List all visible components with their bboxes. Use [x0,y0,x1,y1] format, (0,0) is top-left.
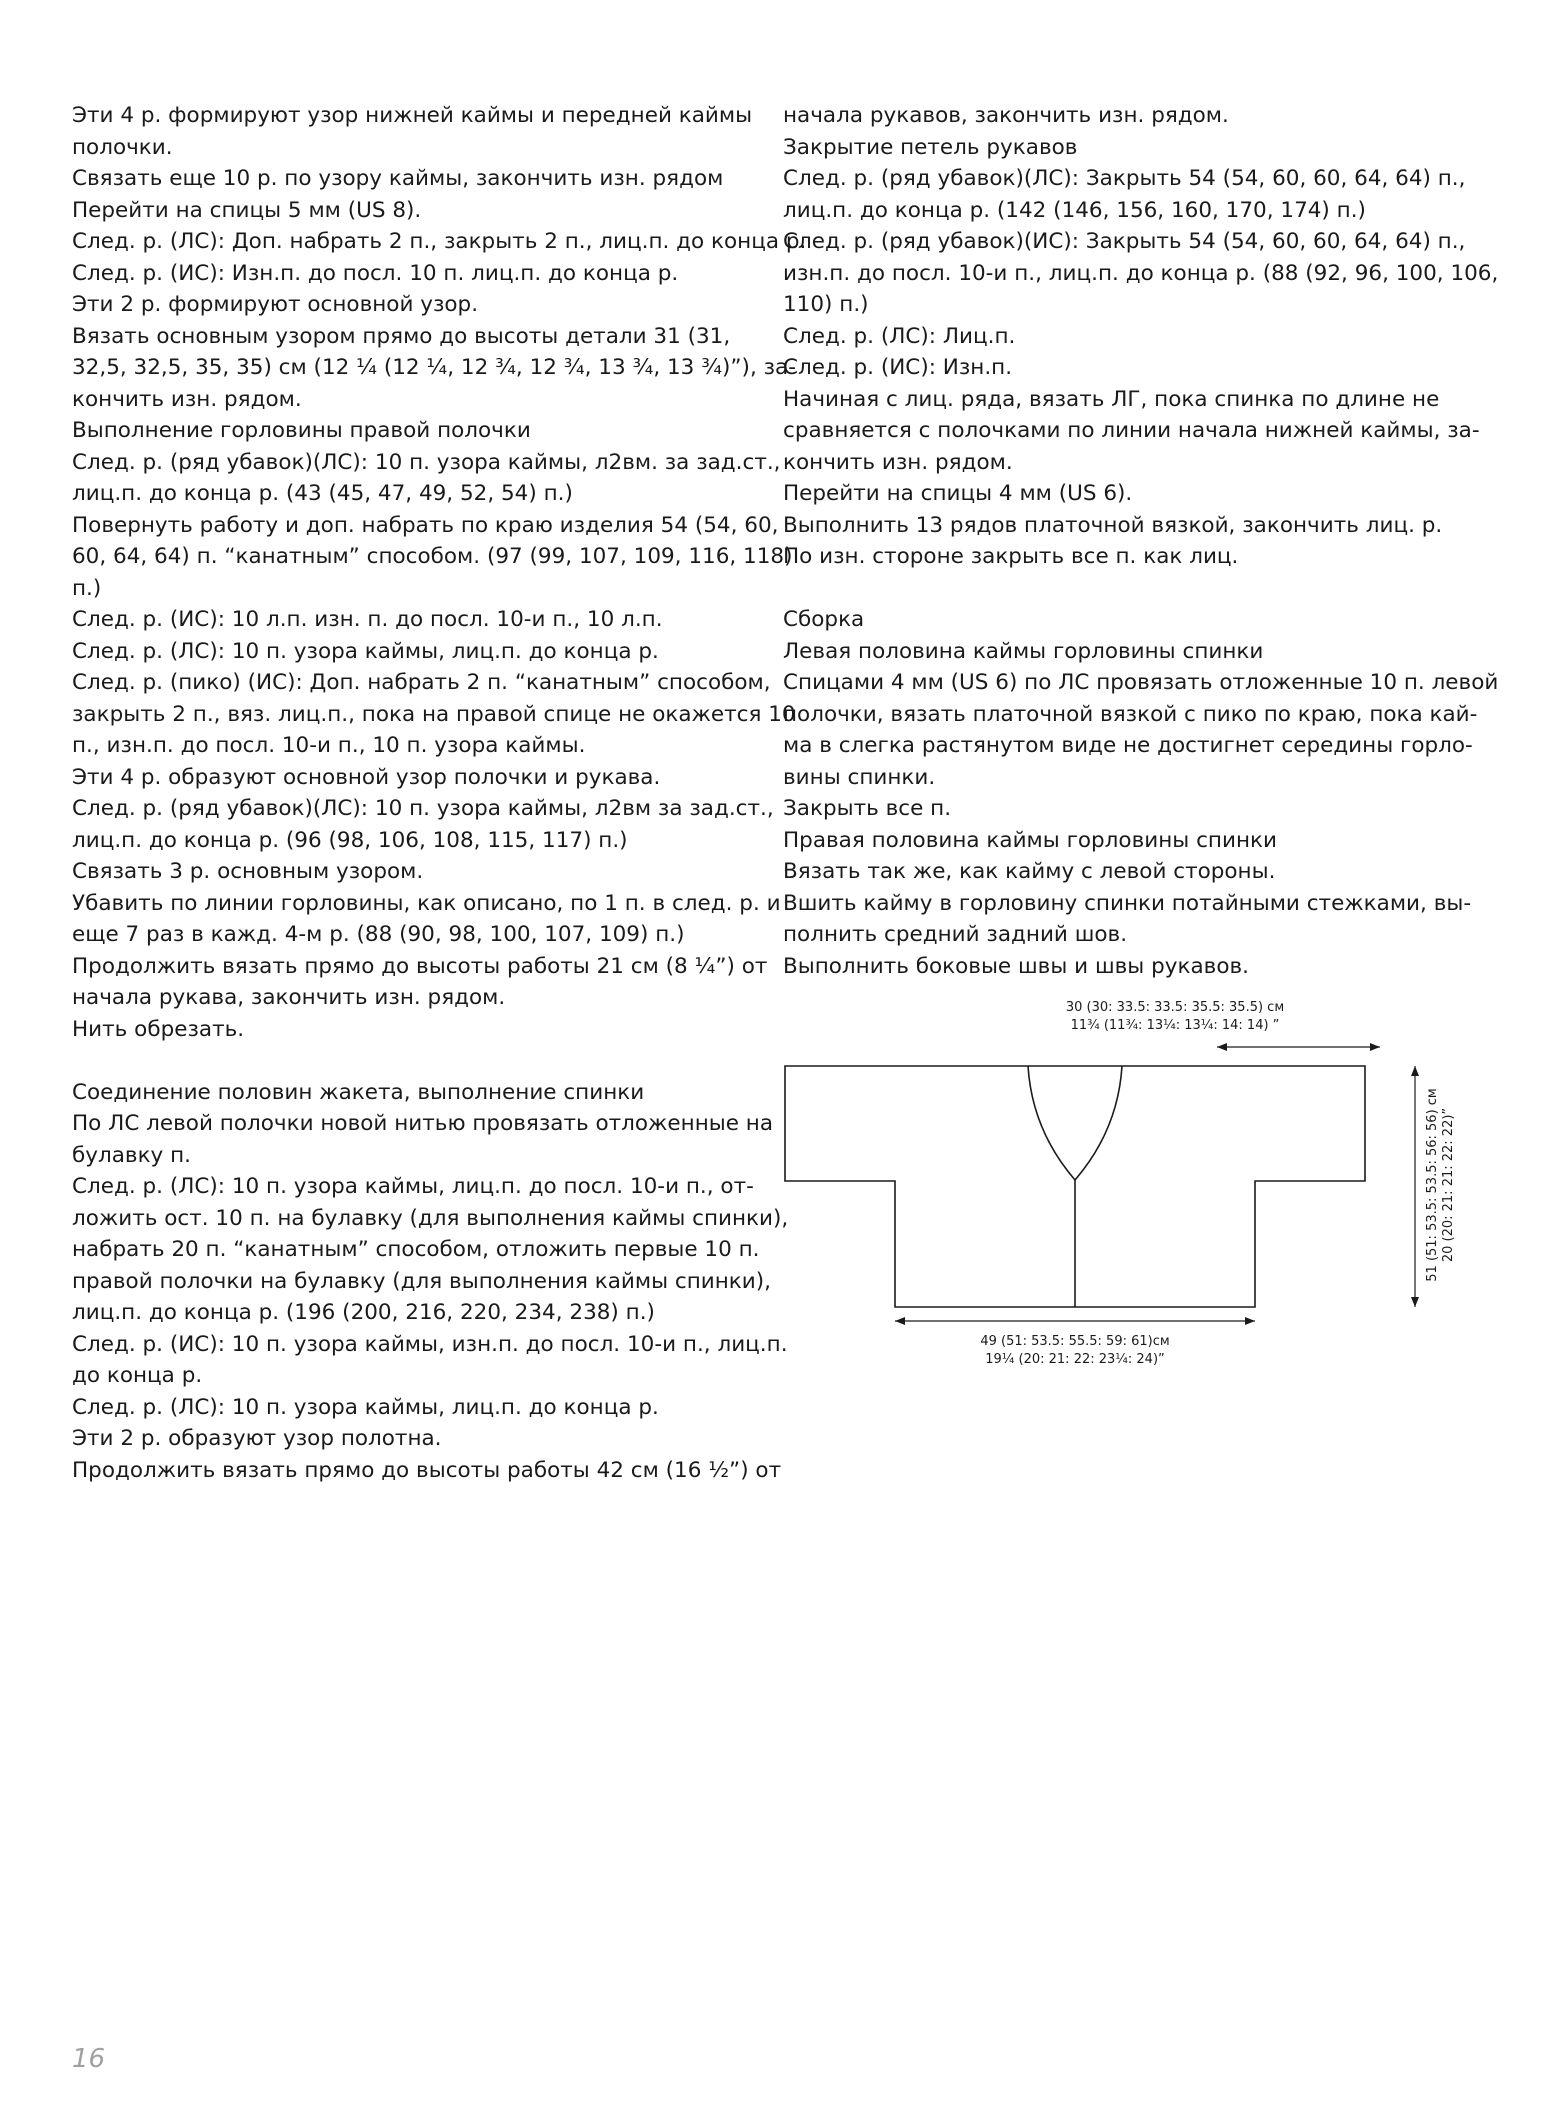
garment-schematic [770,985,1470,1445]
text-line: лиц.п. до конца р. (142 (146, 156, 160, 170, 174) п.) [783,197,1366,223]
side-length-arrow [1411,1066,1419,1307]
text-line: Выполнение горловины правой полочки [72,418,531,443]
text-line: Выполнить боковые швы и швы рукавов. [783,953,1249,979]
text-line: Сборка [783,607,865,632]
text-line: лиц.п. до конца р. (196 (200, 216, 220, 234, 238) п.) [72,1300,655,1325]
text-line: Левая половина каймы горловины спинки [783,638,1264,664]
text-line: По ЛС левой полочки новой нитью провязать отложенные на [72,1111,774,1136]
text-line: След. р. (ЛС): 10 п. узора каймы, лиц.п. до конца р. [72,638,659,664]
text-line: Перейти на спицы 5 мм (US 8). [72,197,422,223]
text-line: След. р. (ИС): 10 л.п. изн. п. до посл. 10-и п., 10 л.п. [72,607,663,632]
text-line: Спицами 4 мм (US 6) по ЛС провязать отложенные 10 п. левой [783,670,1499,695]
text-line: сравняется с полочками по линии начала нижней каймы, за- [783,418,1480,443]
text-line: полочки, вязать платочной вязкой с пико по краю, пока кай- [783,701,1478,727]
text-line: 60, 64, 64) п. “канатным” способом. (97 (99, 107, 109, 116, 118) [72,544,793,569]
text-line: до конца р. [72,1363,203,1388]
left-text-column [72,100,807,1486]
text-line: Закрыть все п. [783,796,952,821]
text-line: булавку п. [72,1142,192,1168]
text-line: Эти 4 р. образуют основной узор полочки и рукава. [72,764,661,790]
text-line: 32,5, 32,5, 35, 35) см (12 ¼ (12 ¼, 12 ¾, 12 ¾, 13 ¾, 13 ¾)”), за- [72,355,796,380]
text-line: Повернуть работу и доп. набрать по краю изделия 54 (54, 60, [72,512,779,538]
neckline [1028,1066,1122,1180]
text-line: След. р. (ЛС): 10 п. узора каймы, лиц.п. до конца р. [72,1394,659,1420]
text-line: След. р. (пико) (ИС): Доп. набрать 2 п. “канатным” способом, [72,670,771,695]
text-line: правой полочки на булавку (для выполнения каймы спинки), [72,1268,771,1294]
text-line: След. р. (ИС): 10 п. узора каймы, изн.п. до посл. 10-и п., лиц.п. [72,1331,788,1357]
bottom-width-arrow [895,1317,1255,1325]
text-line: Связать еще 10 р. по узору каймы, закончить изн. рядом [72,166,724,191]
text-line: Убавить по линии горловины, как описано, по 1 п. в след. р. и [72,890,781,916]
text-line: Правая половина каймы горловины спинки [783,827,1277,853]
text-line: ма в слегка растянутом виде не достигнет середины горло- [783,733,1473,758]
text-line: Связать 3 р. основным узором. [72,859,424,884]
side-length-cm: 51 (51: 53.5: 53.5: 56: 56) см [1425,1088,1440,1282]
text-line: полочки. [72,134,173,160]
text-line: начала рукавов, закончить изн. рядом. [783,103,1229,128]
text-line: вины спинки. [783,764,936,790]
top-width-cm: 30 (30: 33.5: 33.5: 35.5: 35.5) см [1065,1000,1285,1015]
right-text-column [783,100,1499,982]
paragraph-spacer [783,573,1483,605]
text-line: Эти 4 р. формируют узор нижней каймы и передней каймы [72,103,753,128]
text-line: След. р. (ЛС): Доп. набрать 2 п., закрыть 2 п., лиц.п. до конца р. [72,229,807,254]
text-line: По изн. стороне закрыть все п. как лиц. [783,544,1239,569]
text-line: След. р. (ряд убавок)(ЛС): 10 п. узора каймы, л2вм за зад.ст., [72,796,774,821]
text-line: полнить средний задний шов. [783,922,1128,947]
bottom-width-in: 19¼ (20: 21: 22: 23¼: 24)” [985,1352,1165,1367]
top-width-in: 11¾ (11¾: 13¼: 13¼: 14: 14) ” [1070,1018,1280,1033]
text-line: п.) [72,575,102,601]
text-line: След. р. (ИС): Изн.п. [783,355,1013,380]
page-number: 16 [72,2044,106,2074]
top-width-arrow [1217,1043,1380,1051]
text-line: закрыть 2 п., вяз. лиц.п., пока на правой спице не окажется 10 [72,701,796,727]
text-line: 110) п.) [783,292,869,317]
paragraph-spacer [72,1045,772,1077]
text-line: ложить ост. 10 п. на булавку (для выполнения каймы спинки), [72,1205,789,1231]
text-line: Эти 2 р. формируют основной узор. [72,292,479,317]
text-line: лиц.п. до конца р. (96 (98, 106, 108, 115, 117) п.) [72,827,628,853]
text-line: Вязать так же, как кайму с левой стороны. [783,859,1276,884]
text-line: След. р. (ЛС): 10 п. узора каймы, лиц.п. до посл. 10-и п., от- [72,1174,754,1199]
text-line: След. р. (ряд убавок)(ЛС): 10 п. узора каймы, л2вм. за зад.ст., [72,449,781,475]
text-line: Выполнить 13 рядов платочной вязкой, закончить лиц. р. [783,512,1443,538]
text-line: След. р. (ИС): Изн.п. до посл. 10 п. лиц.п. до конца р. [72,260,679,286]
text-line: кончить изн. рядом. [72,386,302,412]
text-line: Перейти на спицы 4 мм (US 6). [783,481,1133,506]
text-line: набрать 20 п. “канатным” способом, отложить первые 10 п. [72,1237,760,1262]
text-line: Эти 2 р. образуют узор полотна. [72,1426,442,1451]
text-line: След. р. (ряд убавок)(ЛС): Закрыть 54 (54, 60, 60, 64, 64) п., [783,166,1466,191]
text-line: п., изн.п. до посл. 10-и п., 10 п. узора каймы. [72,733,586,758]
text-line: Продолжить вязать прямо до высоты работы 42 см (16 ½”) от [72,1457,782,1483]
side-length-in: 20 (20: 21: 21: 22: 22)” [1441,1107,1456,1263]
text-line: Начиная с лиц. ряда, вязать ЛГ, пока спинка по длине не [783,386,1440,412]
text-line: еще 7 раз в кажд. 4-м р. (88 (90, 98, 100, 107, 109) п.) [72,922,685,947]
text-line: Продолжить вязать прямо до высоты работы 21 см (8 ¼”) от [72,953,768,979]
text-line: Нить обрезать. [72,1016,245,1042]
text-line: кончить изн. рядом. [783,449,1013,475]
text-line: Вязать основным узором прямо до высоты детали 31 (31, [72,323,731,349]
text-line: След. р. (ЛС): Лиц.п. [783,323,1016,349]
text-line: Вшить кайму в горловину спинки потайными стежками, вы- [783,890,1472,916]
text-line: След. р. (ряд убавок)(ИС): Закрыть 54 (54, 60, 60, 64, 64) п., [783,229,1466,254]
text-line: Закрытие петель рукавов [783,134,1078,160]
text-line: изн.п. до посл. 10-и п., лиц.п. до конца р. (88 (92, 96, 100, 106, [783,260,1499,286]
text-line: лиц.п. до конца р. (43 (45, 47, 49, 52, 54) п.) [72,481,573,506]
bottom-width-cm: 49 (51: 53.5: 55.5: 59: 61)см [980,1334,1170,1349]
text-line: Соединение половин жакета, выполнение спинки [72,1079,645,1105]
text-line: начала рукава, закончить изн. рядом. [72,985,506,1010]
